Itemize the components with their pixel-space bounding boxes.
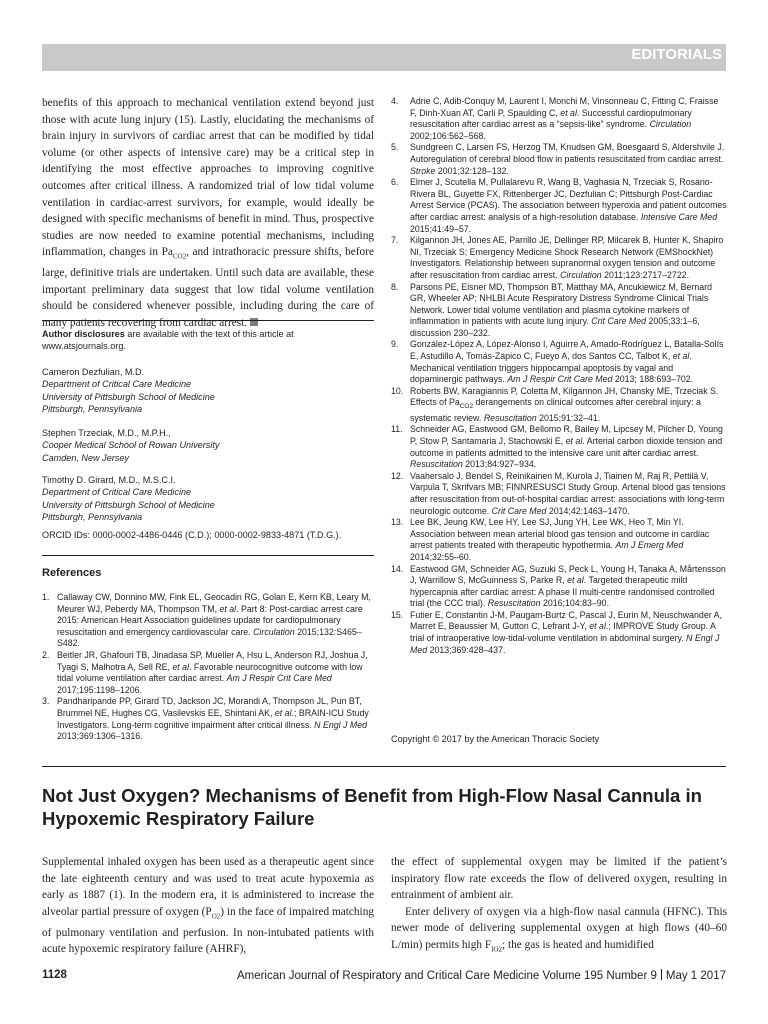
reference-item: 5. Sundgreen C, Larsen FS, Herzog TM, Knudsen GM, Boesgaard S, Aldershvile J. Autoregulation of cerebral blood flow in patients resuscitated from cardiac arrest. Stroke 2001;32:128–132. [391,142,725,176]
references-list-left [42,592,374,743]
references-list-right [391,96,727,656]
reference-item: 12. Vaahersalo J, Bendel S, Reinikainen M, Kurola J, Tiainen M, Raj R, Pettilä V, Varpula T, Skrifvars MB; FINNRESUSCI Study Group. Arterial blood gas tensions after resuscitation from out-of-hospital cardiac arrest: associations with long-term neurologic outcome. Crit Care Med 2014;42:1463–1470. [391,470,726,516]
section-label: EDITORIALS [631,46,722,63]
reference-item: 14. Eastwood GM, Schneider AG, Suzuki S, Peck L, Young H, Tanaka A, Mårtensson J, Warrillow S, McGuinness S, Parke R, et al. Targeted therapeutic mild hypercapnia after cardiac arrest: A phase II multi-centre randomised controlled trial (the CCC trial). Resuscitation 2016;104:83–90. [391,563,726,609]
author-block: Cameron Dezfulian, M.D. Department of Critical Care Medicine University of Pittsburgh School of Medicine Pittsburgh, Pennsylvania [42,367,215,415]
author-block: Timothy D. Girard, M.D., M.S.C.I. Department of Critical Care Medicine University of Pittsburgh School of Medicine Pittsburgh, Pennsylvania [42,475,215,523]
reference-item: 7. Kilgannon JH, Jones AE, Parrillo JE, Dellinger RP, Milcarek B, Hunter K, Shapiro NI, Trzeciak S; Emergency Medicine Shock Research Network (EMShockNet) Investigators. Relationship between supranormal oxygen tension and outcome after resuscitation from cardiac arrest. Circulation 2011;123:2717–2722. [391,235,724,280]
reference-item: 1. Callaway CW, Donnino MW, Fink EL, Geocadin RG, Golan E, Kern KB, Leary M, Meurer WJ, Peberdy MA, Thompson TM, et al. Part 8: Post-cardiac arrest care 2015: American Heart Association guidelines update for cardiopulmonary resuscitation and emergency cardiovascular care. Circulation 2015;132:S465–S482. [42,592,371,649]
reference-item: 11. Schneider AG, Eastwood GM, Bellomo R, Bailey M, Lipcsey M, Pilcher D, Young P, Stow P, Santamaria J, Stachowski E, et al. Arterial carbon dioxide tension and outcome in patients admitted to the intensive care unit after cardiac arrest. Resuscitation 2013;84:927–934. [391,424,723,470]
reference-item: 15. Futier E, Constantin J-M, Paugam-Burtz C, Pascal J, Eurin M, Neuschwander A, Marret E, Beaussier M, Gutton C, Lefrant J-Y, et al.; IMPROVE Study Group. A trial of intraoperative low-tidal-volume ventilation in abdominal surgery. N Engl J Med 2013;369:428–437. [391,609,722,655]
reference-item: 10. Roberts BW, Karagiannis P, Coletta M, Kilgannon JH, Chansky ME, Trzeciak S. Effects of $Pa_{CO2}$ derangements on clinical outcomes after cerebral injury: a systematic review. Resuscitation 2015;91:32–41. [391,385,719,423]
copyright: Copyright © 2017 by the American Thoracic Society [391,734,600,744]
reference-item: 2. Beitler JR, Ghafouri TB, Jinadasa SP, Mueller A, Hsu L, Anderson RJ, Joshua J, Tyagi S, Malhotra A, Sell RE, et al. Favorable neurocognitive outcome with low tidal volume ventilation after cardiac arrest. Am J Respir Crit Care Med 2017;195:1198–1206. [42,649,368,695]
author-disclosure: Author disclosures are available with the text of this article at www.atsjournals.org. [42,329,294,352]
section-header-bar [42,44,726,71]
divider [42,555,374,556]
footer-separator [661,969,662,980]
article-title: Not Just Oxygen? Mechanisms of Benefit from High-Flow Nasal Cannula in Hypoxemic Respiratory Failure [42,785,702,829]
reference-item: 3. Pandharipande PP, Girard TD, Jackson JC, Morandi A, Thompson JL, Pun BT, Brummel NE, Hughes CG, Vasilevskis EE, Shintani AK, et al.; BRAIN-ICU Study Investigators. Long-term cognitive impairment after critical illness. N Engl J Med 2013;369:1306–1316. [42,696,369,742]
body-column-right [391,854,727,958]
divider [42,766,726,767]
body-column-left: Supplemental inhaled oxygen has been used as a therapeutic agent since the late eighteenth century and was used to treat acute hypoxemia as early as 1887 (1). In the modern era, it is administered to increase the alveolar partial pressure of oxygen $(P_{O2})$ in the face of impaired matching of pulmonary ventilation and perfusion. In non-intubated patients with acute hypoxemic respiratory failure (AHRF), [42,856,374,956]
journal-footer: American Journal of Respiratory and Critical Care Medicine Volume 195 Number 9 May 1 2017 [236,970,726,982]
author-block: Stephen Trzeciak, M.D., M.P.H., Cooper Medical School of Rowan University Camden, New Jersey [42,428,220,463]
intro-paragraph: benefits of this approach to mechanical ventilation extend beyond just those with acute lung injury (15). Lastly, elucidating the mechanisms of brain injury in survivors of cardiac arrest that can be modified by tidal volume (or other aspects of intensive care) may be a critical step in identifying the most effective approaches to improving cognitive outcomes after critical illness. A randomized trial of low tidal volume ventilation in cardiac-arrest survivors, for example, would ideally be designed with specific mechanisms of benefit in mind. Thus, prospective studies are now needed to examine potential mechanisms, including inflammation, changes in $Pa_{CO2}$, and intrathoracic pressure shifts, before large, definitive trials are undertaken. Until such data are available, these important preliminary data suggest that low tidal volume ventilation should be considered whenever possible, including during the care of many patients recovering from cardiac arrest. [42,97,374,329]
reference-item: 8. Parsons PE, Eisner MD, Thompson BT, Matthay MA, Ancukiewicz M, Bernard GR, Wheeler AP; NHLBI Acute Respiratory Distress Syndrome Clinical Trials Network. Lower tidal volume ventilation and plasma cytokine markers of inflammation in patients with acute lung injury. Crit Care Med 2005;33:1–6, discussion 230–232. [391,281,712,338]
page-number: 1128 [42,969,67,981]
divider [42,320,374,321]
body-paragraph: Enter delivery of oxygen via a high-flow nasal cannula (HFNC). This newer mode of delivering supplemental oxygen at high flows (40–60 L/min) permits high $F_{IO2}$; the gas is heated and humidified [391,905,727,954]
orcid-ids: ORCID IDs: 0000-0002-4486-0446 (C.D.); 0000-0002-9833-4871 (T.D.G.). [42,530,342,540]
reference-item: 9. González-López A, López-Alonso I, Aguirre A, Amado-Rodríguez L, Batalla-Solís E, Astudillo A, Tomás-Zapico C, Fueyo A, dos Santos CC, Talbot K, et al. Mechanical ventilation triggers hippocampal apoptosis by vagal and dopaminergic pathways. Am J Respir Crit Care Med 2013; 188:693–702. [391,339,724,385]
reference-item: 6. Elmer J, Scutella M, Pullalarevu R, Wang B, Vaghasia N, Trzeciak S, Rosario-Rivera BL, Guyette FX, Rittenberger JC, Dezfulian C; Pittsburgh Post-Cardiac Arrest Service (PCAS). The association between hyperoxia and patient outcomes after cardiac arrest: analysis of a high-resolution database. Intensive Care Med 2015;41:49–57. [391,177,727,234]
reference-item: 13. Lee BK, Jeung KW, Lee HY, Lee SJ, Jung YH, Lee WK, Heo T, Min YI. Association between mean arterial blood gas tension and outcome in cardiac arrest patients treated with therapeutic hypothermia. Am J Emerg Med 2014;32:55–60. [391,517,710,562]
reference-item: 4. Adrie C, Adib-Conquy M, Laurent I, Monchi M, Vinsonneau C, Fitting C, Fraisse F, Dinh-Xuan AT, Carli P, Spaulding C, et al. Successful cardiopulmonary resuscitation after cardiac arrest as a “sepsis-like” syndrome. Circulation 2002;106:562–568. [391,96,719,141]
body-paragraph: the effect of supplemental oxygen may be limited if the patient’s inspiratory flow rate exceeds the flow of delivered oxygen, resulting in entrainment of ambient air. [391,856,727,902]
references-heading: References [42,567,102,579]
